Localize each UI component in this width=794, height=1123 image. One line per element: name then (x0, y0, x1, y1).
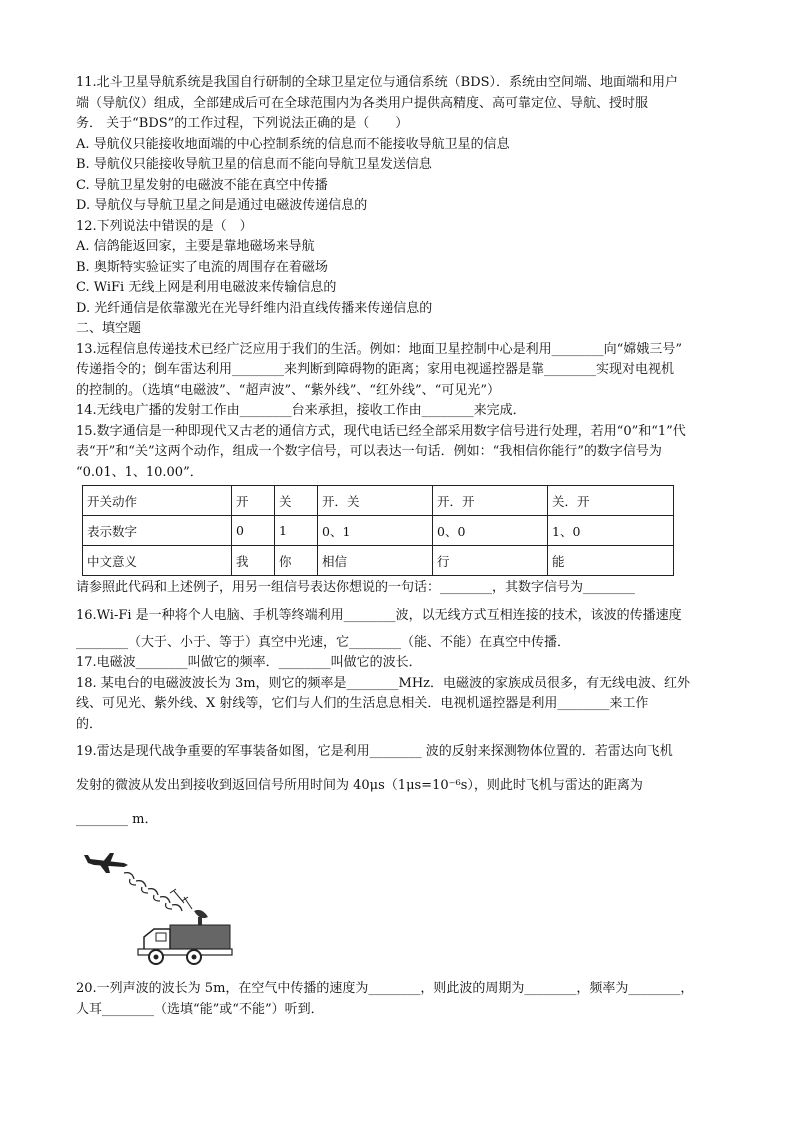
table-cell: 你 (275, 546, 318, 576)
q15-line3: “0.01、1、10.00”． (76, 464, 203, 480)
q19-line3: ________ m． (76, 812, 158, 827)
section-heading: 二、填空题 (76, 321, 142, 336)
q16-line2: ________（大于、小于、等于）真空中光速，它________（能、不能）在真空中传播． (76, 634, 571, 650)
truck-icon (138, 925, 232, 964)
table-cell: 开关动作 (83, 486, 232, 516)
q11-option-a: A. 导航仪只能接收地面端的中心控制系统的信息而不能接收导航卫星的信息 (76, 136, 510, 152)
radar-dish-icon (194, 910, 208, 927)
q11-line2: 端（导航仪）组成，全部建成后可在全球范围内为各类用户提供高精度、高可靠定位、导航、授时服 (76, 95, 649, 111)
table-cell: 开 (232, 486, 275, 516)
table-row (83, 486, 674, 516)
q13-line2: 传递指令的；倒车雷达利用________来判断到障碍物的距离；家用电视遥控器是靠________实现对电视机 (76, 362, 675, 377)
table-cell: 中文意义 (83, 546, 232, 576)
signal-table (82, 485, 674, 576)
q14: 14.无线电广播的发射工作由________台来承担，接收工作由________来完成． (76, 403, 526, 418)
q11-option-b: B. 导航仪只能接收导航卫星的信息而不能向导航卫星发送信息 (76, 157, 432, 172)
q15-line2: 表“开”和“关”这两个动作，组成一个数字信号，可以表达一句话．例如：“我相信你能行”的数字信号为 (76, 444, 662, 459)
table-cell: 0 (232, 516, 275, 546)
q17: 17.电磁波________叫做它的频率．________叫做它的波长． (76, 655, 422, 670)
radar-figure (84, 851, 234, 971)
wavelength-marker-icon (170, 889, 192, 909)
q12-option-a: A. 信鸽能返回家，主要是靠地磁场来导航 (76, 239, 315, 254)
table-cell: 0、1 (318, 516, 433, 546)
q19-line2: 发射的微波从发出到接收到返回信号所用时间为 40μs（1μs=10⁻⁶s），则此时飞机与雷达的距离为 (76, 778, 643, 793)
q19-line1: 19.雷达是现代战争重要的军事装备如图，它是利用________ 波的反射来探测物体位置的．若雷达向飞机 (76, 744, 673, 759)
q11-line3: 务． 关于“BDS”的工作过程，下列说法正确的是（ ） (76, 116, 409, 131)
table-cell: 能 (548, 546, 674, 576)
table-cell: 关 (275, 486, 318, 516)
table-row (83, 546, 674, 576)
microwave-arcs-icon (124, 873, 182, 911)
airplane-icon (84, 853, 128, 873)
table-cell: 行 (433, 546, 548, 576)
q13-line3: 的控制的。（选填“电磁波”、“超声波”、“紫外线”、“红外线”、“可见光”） (76, 382, 500, 398)
table-cell: 我 (232, 546, 275, 576)
table-cell: 关．开 (548, 486, 674, 516)
table-row (83, 516, 674, 546)
q18-line2: 线、可见光、紫外线、X 射线等，它们与人们的生活息息相关．电视机遥控器是利用________来工作 (76, 696, 649, 711)
table-cell: 相信 (318, 546, 433, 576)
q18-line3: 的． (76, 716, 103, 732)
table-cell: 表示数字 (83, 516, 232, 546)
q15-after: 请参照此代码和上述例子，用另一组信号表达你想说的一句话：________，其数字信号为________ (76, 580, 636, 595)
q15-line1: 15.数字通信是一种即现代又古老的通信方式，现代电话已经全部采用数字信号进行处理，若用“0”和“1”代 (76, 423, 686, 439)
table-cell: 开．关 (318, 486, 433, 516)
table-cell: 0、0 (433, 516, 548, 546)
q20-line1: 20.一列声波的波长为 5m，在空气中传播的速度为________，则此波的周期为________，频率为________， (76, 981, 694, 996)
q12-option-d: D. 光纤通信是依靠激光在光导纤维内沿直线传播来传递信息的 (76, 300, 433, 316)
q12-option-c: C. WiFi 无线上网是利用电磁波来传输信息的 (76, 280, 337, 295)
q11-option-c: C. 导航卫星发射的电磁波不能在真空中传播 (76, 177, 328, 193)
q13-line1: 13.远程信息传递技术已经广泛应用于我们的生活。例如：地面卫星控制中心是利用________向“嫦娥三号” (76, 341, 682, 357)
document-page (76, 73, 722, 1020)
q18-line1: 18. 某电台的电磁波波长为 3m，则它的频率是________MHz．电磁波的家族成员很多，有无线电波、红外 (76, 675, 691, 691)
q11-line1: 11.北斗卫星导航系统是我国自行研制的全球卫星定位与通信系统（BDS）．系统由空间端、地面端和用户 (76, 75, 679, 90)
q16-line1: 16.Wi-Fi 是一种将个人电脑、手机等终端利用________波，以无线方式互相连接的技术，该波的传播速度 (76, 607, 682, 623)
radar-illustration (84, 851, 234, 971)
q12-option-b: B. 奥斯特实验证实了电流的周围存在着磁场 (76, 259, 328, 275)
table-cell: 开．开 (433, 486, 548, 516)
q11-option-d: D. 导航仪与导航卫星之间是通过电磁波传递信息的 (76, 198, 368, 213)
table-cell: 1 (275, 516, 318, 546)
q20-line2: 人耳________（选填“能”或“不能”）听到． (76, 1001, 324, 1017)
table-cell: 1、0 (548, 516, 674, 546)
q12-stem: 12.下列说法中错误的是（ ） (76, 218, 253, 234)
